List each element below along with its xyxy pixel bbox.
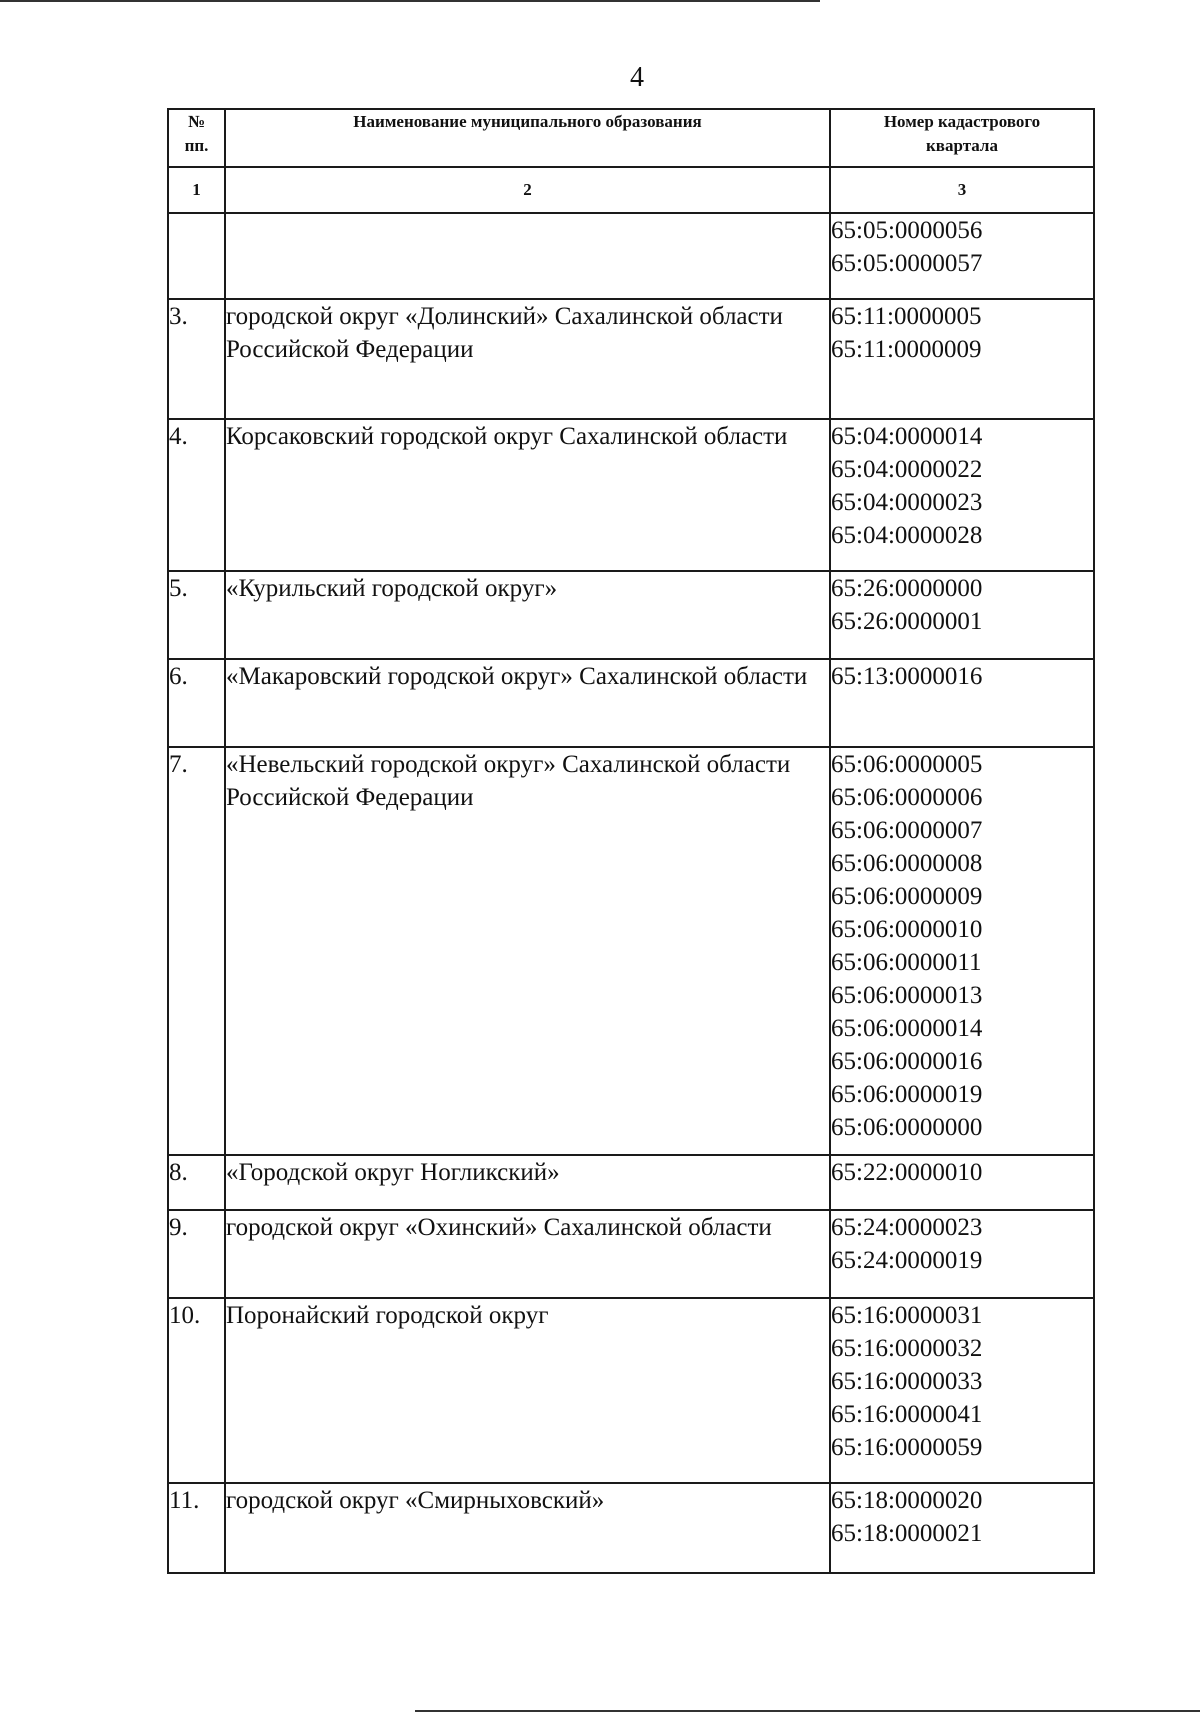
bottom-scan-edge [415,1710,1200,1712]
table-row [168,1298,1094,1483]
cadastral-code: 65:04:0000014 [831,423,983,450]
table-body [168,213,1094,1573]
column-number-1: 1 [168,167,225,213]
row-index: 8. [168,1155,225,1210]
cadastral-table [167,108,1095,1574]
cadastral-code: 65:06:0000014 [831,1015,983,1042]
municipality-name: городской округ «Охинский» Сахалинской области [225,1210,830,1298]
table-row [168,747,1094,1155]
table-row [168,1483,1094,1573]
header-index-line2: пп. [184,136,209,155]
cadastral-code: 65:11:0000009 [831,336,982,363]
table-row [168,213,1094,299]
column-number-row [168,167,1094,213]
cadastral-code: 65:24:0000023 [831,1214,983,1241]
cadastral-code: 65:06:0000019 [831,1081,983,1108]
row-index: 3. [168,299,225,419]
row-index: 10. [168,1298,225,1483]
cadastral-code: 65:06:0000007 [831,817,983,844]
cadastral-code: 65:18:0000020 [831,1487,983,1514]
cadastral-code: 65:16:0000041 [831,1401,983,1428]
cadastral-code: 65:16:0000033 [831,1368,983,1395]
municipality-name: городской округ «Долинский» Сахалинской области Российской Федерации [225,299,830,419]
cadastral-code: 65:05:0000056 [831,217,983,244]
cadastral-code: 65:04:0000023 [831,489,983,516]
municipality-name: «Городской округ Ногликский» [225,1155,830,1210]
cadastral-code: 65:06:0000010 [831,916,983,943]
cadastral-codes [830,213,1094,299]
municipality-name: «Невельский городской округ» Сахалинской области Российской Федерации [225,747,830,1155]
cadastral-codes [830,571,1094,659]
cadastral-code: 65:26:0000001 [831,608,983,635]
cadastral-code: 65:06:0000011 [831,949,982,976]
cadastral-codes [830,1155,1094,1210]
table-row [168,299,1094,419]
column-number-2: 2 [225,167,830,213]
header-cadastral-line2: квартала [926,136,998,155]
header-cadastral-line1: Номер кадастрового [883,112,1041,131]
cadastral-code: 65:05:0000057 [831,250,983,277]
cadastral-codes [830,1483,1094,1573]
table-row [168,1155,1094,1210]
municipality-name [225,213,830,299]
table-row [168,1210,1094,1298]
municipality-name: «Макаровский городской округ» Сахалинской области [225,659,830,747]
cadastral-codes [830,1210,1094,1298]
municipality-name: «Курильский городской округ» [225,571,830,659]
cadastral-code: 65:24:0000019 [831,1247,983,1274]
row-index: 9. [168,1210,225,1298]
table-row [168,419,1094,571]
cadastral-code: 65:26:0000000 [831,575,983,602]
top-scan-edge [0,0,820,2]
cadastral-codes [830,419,1094,571]
table-row [168,659,1094,747]
row-index: 4. [168,419,225,571]
cadastral-code: 65:16:0000031 [831,1302,983,1329]
row-index [168,213,225,299]
cadastral-code: 65:04:0000028 [831,522,983,549]
cadastral-code: 65:13:0000016 [831,663,983,690]
cadastral-code: 65:06:0000016 [831,1048,983,1075]
header-cadastral-quarter [830,109,1094,167]
cadastral-code: 65:04:0000022 [831,456,983,483]
cadastral-code: 65:16:0000059 [831,1434,983,1461]
municipality-name: Корсаковский городской округ Сахалинской области [225,419,830,571]
cadastral-codes [830,1298,1094,1483]
header-municipality: Наименование муниципального образования [225,109,830,167]
cadastral-code: 65:16:0000032 [831,1335,983,1362]
cadastral-codes [830,747,1094,1155]
municipality-name: Поронайский городской округ [225,1298,830,1483]
cadastral-code: 65:06:0000000 [831,1114,983,1141]
row-index: 11. [168,1483,225,1573]
cadastral-code: 65:06:0000005 [831,751,983,778]
cadastral-code: 65:11:0000005 [831,303,982,330]
cadastral-codes [830,299,1094,419]
table-header-row [168,109,1094,167]
cadastral-code: 65:06:0000013 [831,982,983,1009]
municipality-name: городской округ «Смирныховский» [225,1483,830,1573]
cadastral-code: 65:22:0000010 [831,1159,983,1186]
page-number: 4 [630,62,644,93]
cadastral-code: 65:06:0000006 [831,784,983,811]
column-number-3: 3 [830,167,1094,213]
cadastral-code: 65:06:0000008 [831,850,983,877]
cadastral-codes [830,659,1094,747]
row-index: 5. [168,571,225,659]
table-row [168,571,1094,659]
row-index: 6. [168,659,225,747]
header-index [168,109,225,167]
header-index-line1: № [187,112,206,131]
cadastral-code: 65:06:0000009 [831,883,983,910]
row-index: 7. [168,747,225,1155]
cadastral-code: 65:18:0000021 [831,1520,983,1547]
